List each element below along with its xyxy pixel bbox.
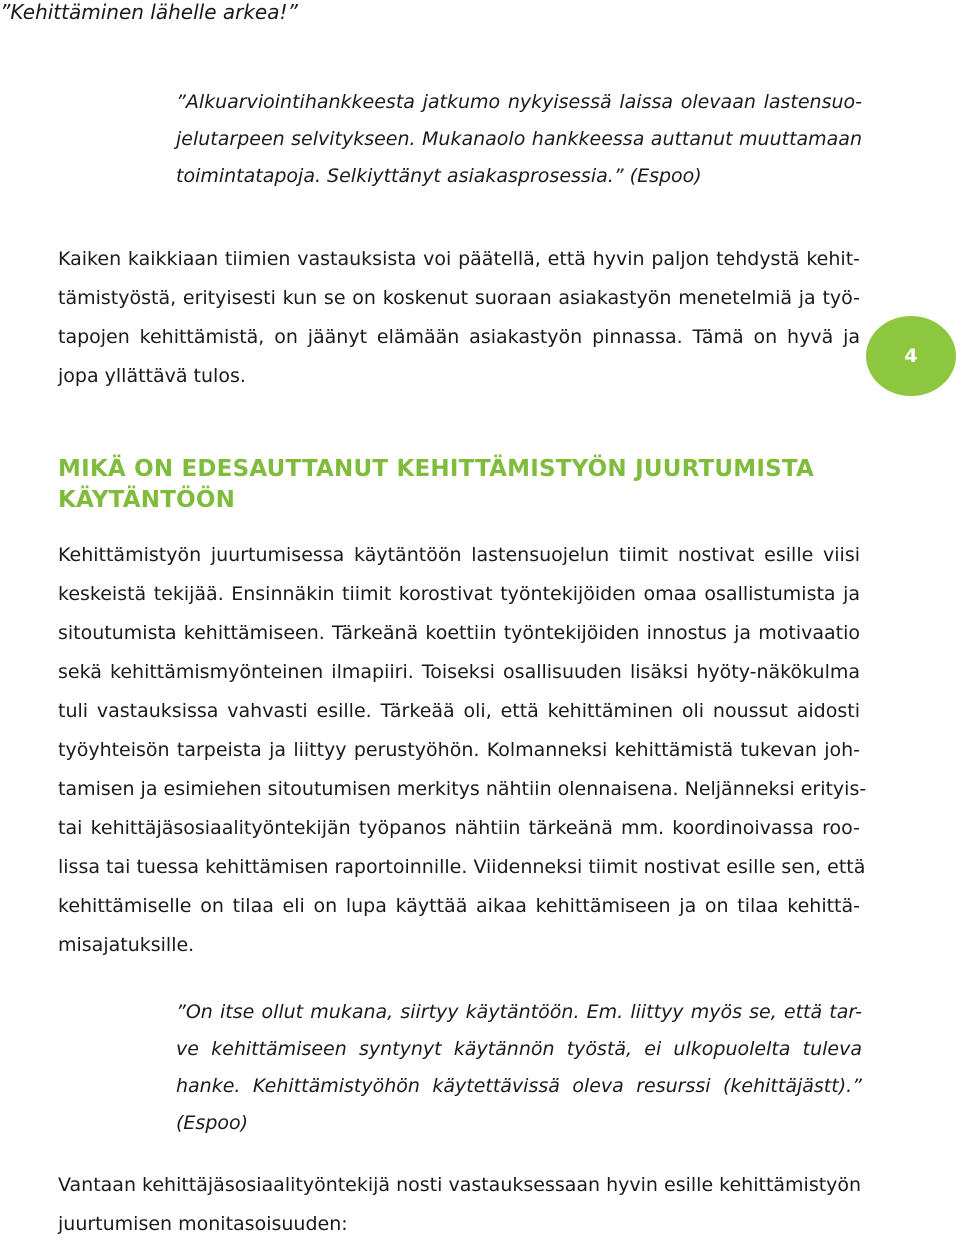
paragraph-line: Vantaan kehittäjäsosiaalityöntekijä nosti vastauksessaan hyvin esille kehittämistyön [58, 1174, 862, 1196]
quote-line: jelutarpeen selvitykseen. Mukanaolo hankkeessa auttanut muuttamaan [176, 128, 862, 150]
paragraph-line: tapojen kehittämistä, on jäänyt elämään asiakastyön pinnassa. Tämä on hyvä ja [58, 326, 860, 348]
running-header-title: ”Kehittäminen lähelle arkea!” [0, 0, 298, 24]
paragraph-line: Kehittämistyön juurtumisessa käytäntöön lastensuojelun tiimit nostivat esille viisi [58, 544, 860, 566]
section-heading [58, 454, 858, 516]
paragraph-line: sitoutumista kehittämiseen. Tärkeänä koettiin työntekijöiden innostus ja motivaatio [58, 622, 860, 644]
paragraph-line: tämistyöstä, erityisesti kun se on koskenut suoraan asiakastyön menetelmiä ja työ- [58, 287, 860, 309]
quote-line: toimintatapoja. Selkiyttänyt asiakasprosessia.” (Espoo) [176, 165, 702, 187]
paragraph-line: keskeistä tekijää. Ensinnäkin tiimit korostivat työntekijöiden omaa osallistumista ja [58, 583, 860, 605]
paragraph-line: sekä kehittämismyönteinen ilmapiiri. Toiseksi osallisuuden lisäksi hyöty-näkökulma [58, 661, 860, 683]
quote-line: (Espoo) [176, 1112, 249, 1134]
paragraph-line: misajatuksille. [58, 934, 195, 956]
quote-line: hanke. Kehittämistyöhön käytettävissä oleva resurssi (kehittäjästt).” [176, 1075, 862, 1097]
section-heading-line: KÄYTÄNTÖÖN [58, 487, 236, 513]
quote-line: ”On itse ollut mukana, siirtyy käytäntöön. Em. liittyy myös se, että tar- [176, 1001, 862, 1023]
paragraph-line: tuli vastauksissa vahvasti esille. Tärkeää oli, että kehittäminen oli noussut aidosti [58, 700, 860, 722]
paragraph-summary [58, 240, 860, 396]
page-number-badge: 4 [866, 316, 956, 396]
paragraph-line: työyhteisön tarpeista ja liittyy perustyöhön. Kolmanneksi kehittämistä tukevan joh- [58, 739, 860, 761]
quote-line: ”Alkuarviointihankkeesta jatkumo nykyisessä laissa olevaan lastensuo- [176, 91, 862, 113]
quote-espoo-1 [176, 84, 862, 195]
paragraph-line: tai kehittäjäsosiaalityöntekijän työpanos nähtiin tärkeänä mm. koordinoivassa roo- [58, 817, 860, 839]
paragraph-five-factors [58, 536, 867, 965]
paragraph-line: jopa yllättävä tulos. [58, 365, 246, 387]
paragraph-line: juurtumisen monitasoisuuden: [58, 1213, 348, 1235]
quote-espoo-2 [176, 994, 862, 1142]
paragraph-line: tamisen ja esimiehen sitoutumisen merkitys nähtiin olennaisena. Neljänneksi erityis- [58, 778, 867, 800]
paragraph-line: kehittämiselle on tilaa eli on lupa käyttää aikaa kehittämiseen ja on tilaa kehittä- [58, 895, 860, 917]
paragraph-line: Kaiken kaikkiaan tiimien vastauksista voi päätellä, että hyvin paljon tehdystä kehit- [58, 248, 860, 270]
paragraph-line: lissa tai tuessa kehittämisen raportoinnille. Viidenneksi tiimit nostivat esille sen, että [58, 856, 866, 878]
quote-line: ve kehittämiseen syntynyt käytännön työstä, ei ulkopuolelta tuleva [176, 1038, 862, 1060]
section-heading-line: MIKÄ ON EDESAUTTANUT KEHITTÄMISTYÖN JUURTUMISTA [58, 456, 814, 482]
paragraph-vantaa [58, 1166, 860, 1244]
